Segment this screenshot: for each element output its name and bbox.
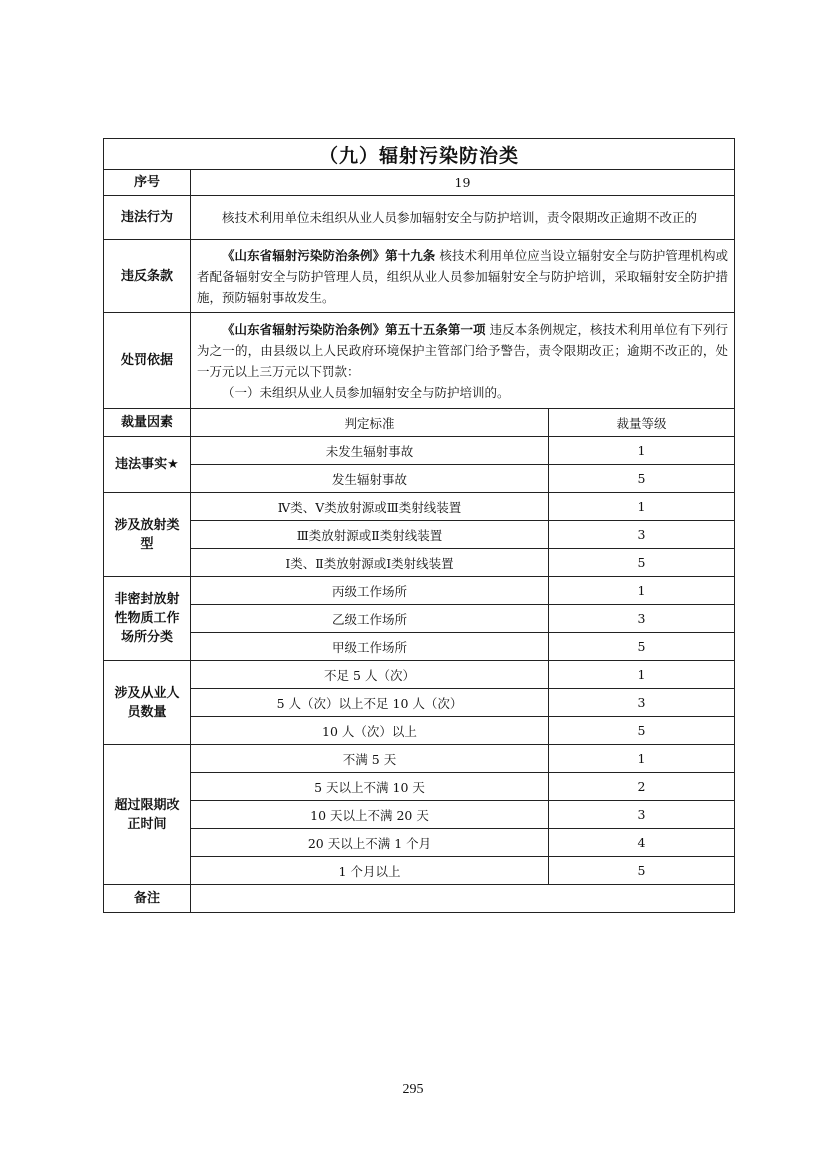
level-cell: 2 <box>549 773 735 801</box>
breach-text-cell <box>191 240 735 313</box>
level-cell: 5 <box>549 717 735 745</box>
breach-article: 《山东省辐射污染防治条例》第十九条 <box>222 247 436 263</box>
criteria-cell: Ⅳ类、Ⅴ类放射源或Ⅲ类射线装置 <box>191 493 549 521</box>
level-cell: 3 <box>549 689 735 717</box>
level-header: 裁量等级 <box>549 409 735 437</box>
penalty-discretion-table <box>103 138 735 913</box>
criteria-cell: Ⅲ类放射源或Ⅱ类射线装置 <box>191 521 549 549</box>
breach-label: 违反条款 <box>104 240 191 313</box>
level-cell: 1 <box>549 745 735 773</box>
level-cell: 1 <box>549 493 735 521</box>
criteria-cell: 甲级工作场所 <box>191 633 549 661</box>
level-cell: 3 <box>549 801 735 829</box>
factor-label: 涉及放射类型 <box>104 493 191 577</box>
table-row <box>104 829 735 857</box>
factor-label: 超过限期改正时间 <box>104 745 191 885</box>
factor-label: 非密封放射性物质工作场所分类 <box>104 577 191 661</box>
level-cell: 5 <box>549 857 735 885</box>
criteria-cell: 不足 5 人（次） <box>191 661 549 689</box>
criteria-cell: 10 人（次）以上 <box>191 717 549 745</box>
criteria-cell: Ⅰ类、Ⅱ类放射源或Ⅰ类射线装置 <box>191 549 549 577</box>
table-row <box>104 577 735 605</box>
table-row <box>104 549 735 577</box>
factors-label: 裁量因素 <box>104 409 191 437</box>
level-cell: 3 <box>549 605 735 633</box>
level-cell: 1 <box>549 437 735 465</box>
criteria-cell: 5 人（次）以上不足 10 人（次） <box>191 689 549 717</box>
violation-text-cell <box>191 196 735 240</box>
remarks-label: 备注 <box>104 885 191 913</box>
criteria-header: 判定标准 <box>191 409 549 437</box>
seq-value: 19 <box>191 170 735 196</box>
criteria-cell: 20 天以上不满 1 个月 <box>191 829 549 857</box>
level-cell: 5 <box>549 549 735 577</box>
criteria-cell: 乙级工作场所 <box>191 605 549 633</box>
basis-paragraph <box>197 319 728 382</box>
factor-label: 涉及从业人员数量 <box>104 661 191 745</box>
breach-paragraph <box>197 245 728 308</box>
criteria-cell: 5 天以上不满 10 天 <box>191 773 549 801</box>
table-row <box>104 745 735 773</box>
factor-label: 违法事实★ <box>104 437 191 493</box>
level-cell: 3 <box>549 521 735 549</box>
table-row <box>104 521 735 549</box>
seq-label: 序号 <box>104 170 191 196</box>
basis-article: 《山东省辐射污染防治条例》第五十五条第一项 <box>222 321 486 337</box>
violation-text: 核技术利用单位未组织从业人员参加辐射安全与防护培训，责令限期改正逾期不改正的 <box>222 210 698 225</box>
remarks-value <box>191 885 735 913</box>
table-row <box>104 605 735 633</box>
criteria-cell: 发生辐射事故 <box>191 465 549 493</box>
basis-label: 处罚依据 <box>104 313 191 409</box>
criteria-cell: 丙级工作场所 <box>191 577 549 605</box>
table-row <box>104 661 735 689</box>
table-row <box>104 717 735 745</box>
table-row <box>104 493 735 521</box>
basis-item: （一）未组织从业人员参加辐射安全与防护培训的。 <box>222 384 510 400</box>
table-row <box>104 773 735 801</box>
level-cell: 5 <box>549 633 735 661</box>
level-cell: 4 <box>549 829 735 857</box>
basis-text: 违反本条例规定，核技术利用单位有下列行为之一的，由县级以上人民政府环境保护主管部门给予警告，责令限期改正；逾期不改正的，处一万元以上三万元以下罚款： <box>197 321 729 379</box>
table-row <box>104 633 735 661</box>
table-title: （九）辐射污染防治类 <box>104 139 735 170</box>
table-row <box>104 857 735 885</box>
factor-groups <box>104 437 735 885</box>
criteria-cell: 不满 5 天 <box>191 745 549 773</box>
level-cell: 5 <box>549 465 735 493</box>
criteria-cell: 10 天以上不满 20 天 <box>191 801 549 829</box>
page-number: 295 <box>402 1082 424 1097</box>
criteria-cell: 未发生辐射事故 <box>191 437 549 465</box>
breach-text: 核技术利用单位应当设立辐射安全与防护管理机构或者配备辐射安全与防护管理人员，组织从业人员参加辐射安全与防护培训，采取辐射安全防护措施，预防辐射事故发生。 <box>197 247 729 305</box>
table-row <box>104 801 735 829</box>
criteria-cell: 1 个月以上 <box>191 857 549 885</box>
level-cell: 1 <box>549 577 735 605</box>
table-row <box>104 465 735 493</box>
violation-label: 违法行为 <box>104 196 191 240</box>
table-row <box>104 689 735 717</box>
table-row <box>104 437 735 465</box>
basis-text-cell <box>191 313 735 409</box>
level-cell: 1 <box>549 661 735 689</box>
